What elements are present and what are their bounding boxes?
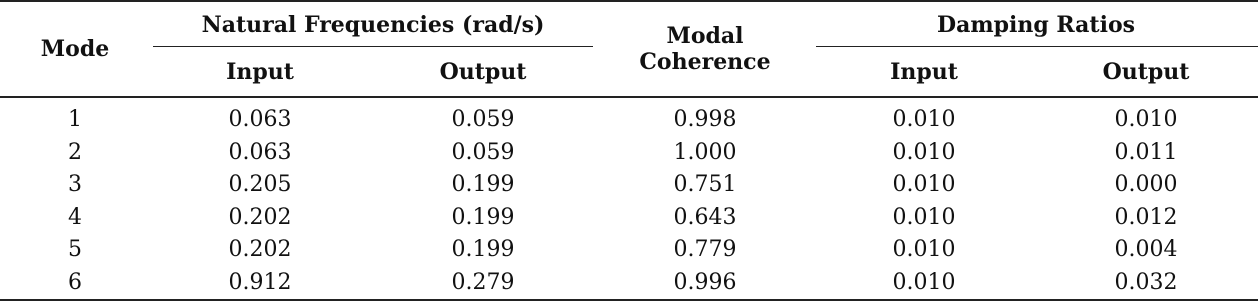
cell-mode: 4 (68, 204, 82, 230)
table-row (0, 202, 1258, 235)
cell-coherence: 0.643 (673, 204, 737, 230)
cell-dr-input: 0.010 (892, 107, 956, 132)
cell-nf-output: 0.059 (451, 139, 515, 165)
cell-dr-output: 0.004 (1114, 237, 1178, 262)
table-row (0, 97, 1258, 137)
table-header (0, 1, 1258, 97)
header-modal-coherence-line1: Modal (666, 23, 744, 49)
table-row (0, 137, 1258, 170)
cell-dr-input: 0.010 (892, 139, 956, 165)
cell-dr-output: 0.032 (1034, 267, 1258, 301)
cell-dr-input: 0.010 (814, 267, 1034, 301)
table-row (0, 234, 1258, 267)
header-damping-ratios: Damping Ratios (814, 1, 1258, 48)
cell-dr-input: 0.010 (892, 204, 956, 230)
header-nf-output: Output (370, 48, 596, 97)
cell-nf-output: 0.199 (451, 237, 515, 262)
cell-dr-output: 0.011 (1114, 139, 1178, 165)
cell-mode: 6 (0, 267, 150, 301)
header-natural-frequencies: Natural Frequencies (rad/s) (150, 1, 596, 48)
cell-mode: 1 (68, 107, 82, 132)
cell-dr-output: 0.000 (1114, 172, 1178, 197)
cell-coherence: 0.751 (673, 172, 737, 197)
cell-coherence: 0.996 (596, 267, 814, 301)
cell-nf-output: 0.199 (451, 172, 515, 197)
cell-nf-input: 0.063 (228, 107, 292, 132)
damping-ratios-group-rule (816, 46, 1258, 47)
cell-nf-input: 0.202 (228, 204, 292, 230)
cell-mode: 2 (68, 139, 82, 165)
cell-nf-input: 0.063 (228, 139, 292, 165)
table-row (0, 267, 1258, 301)
cell-nf-input: 0.912 (150, 267, 370, 301)
table-row (0, 169, 1258, 202)
header-dr-output: Output (1034, 48, 1258, 97)
cell-nf-output: 0.199 (451, 204, 515, 230)
header-mode: Mode (0, 1, 150, 97)
header-modal-coherence (596, 1, 814, 97)
cell-mode: 5 (68, 237, 82, 262)
table-body (0, 97, 1258, 300)
cell-nf-output: 0.279 (370, 267, 596, 301)
natural-frequencies-group-rule (153, 46, 593, 47)
cell-dr-output: 0.010 (1114, 107, 1178, 132)
cell-dr-input: 0.010 (892, 237, 956, 262)
cell-coherence: 0.998 (673, 107, 737, 132)
header-dr-input: Input (814, 48, 1034, 97)
cell-nf-output: 0.059 (451, 107, 515, 132)
header-modal-coherence-line2: Coherence (639, 49, 771, 75)
cell-coherence: 1.000 (673, 139, 737, 165)
cell-nf-input: 0.202 (228, 237, 292, 262)
header-nf-input: Input (150, 48, 370, 97)
cell-dr-input: 0.010 (892, 172, 956, 197)
cell-dr-output: 0.012 (1114, 204, 1178, 230)
cell-coherence: 0.779 (673, 237, 737, 262)
cell-mode: 3 (68, 172, 82, 197)
cell-nf-input: 0.205 (228, 172, 292, 197)
